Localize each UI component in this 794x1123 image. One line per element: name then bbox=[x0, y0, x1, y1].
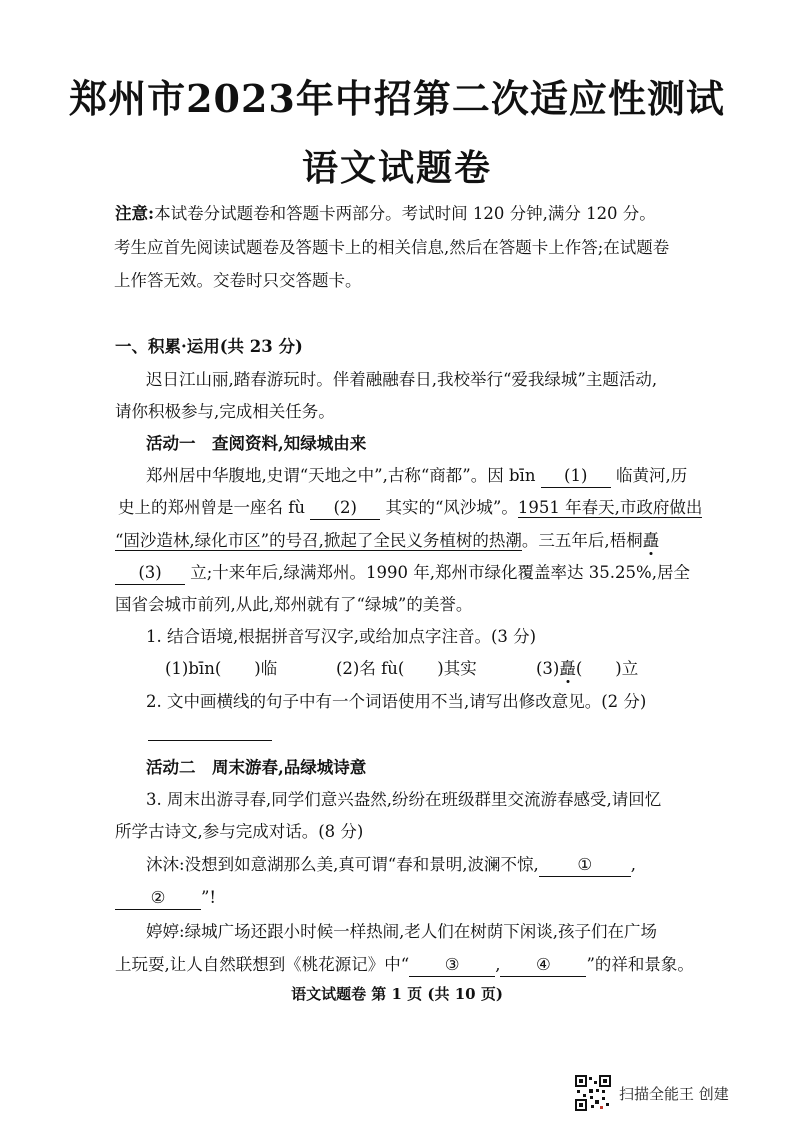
a2-text: 史上的郑州曾是一座名 fù bbox=[118, 498, 305, 517]
question-2: 2. 文中画横线的句子中有一个词语使用不当,请写出修改意见。(2 分) bbox=[146, 692, 647, 711]
activity1-para-line-5: 国省会城市前列,从此,郑州就有了“绿城”的美誉。 bbox=[115, 595, 473, 614]
blank-q3-4: ④ bbox=[500, 954, 586, 977]
speaker-tingting: 婷婷: bbox=[146, 922, 185, 941]
q1-item-2: (2)名 fù( )其实 bbox=[336, 659, 477, 678]
activity1-para-line-3 bbox=[115, 530, 659, 552]
q2-answer-line bbox=[148, 739, 272, 741]
dotted-char: 矗 bbox=[642, 531, 660, 550]
a4-text: 立;十来年后,绿满郑州。1990 年,郑州市绿化覆盖率达 35.25%,居全 bbox=[190, 563, 690, 582]
question-3-line-1: 3. 周末出游寻春,同学们意兴盎然,纷纷在班级群里交流游春感受,请回忆 bbox=[146, 790, 662, 809]
notice-line-3: 上作答无效。交卷时只交答题卡。 bbox=[114, 271, 362, 290]
activity1-heading: 活动一 查阅资料,知绿城由来 bbox=[146, 434, 367, 453]
tingting-comma: , bbox=[495, 955, 501, 974]
section1-intro-2: 请你积极参与,完成相关任务。 bbox=[115, 402, 335, 421]
exam-subtitle: 语文试题卷 bbox=[301, 147, 492, 189]
q1-item-3-num: (3) bbox=[536, 659, 560, 678]
blank-1: (1) bbox=[541, 465, 611, 488]
activity1-para-line-1 bbox=[146, 465, 687, 488]
qr-code-icon bbox=[575, 1075, 611, 1111]
blank-2: (2) bbox=[310, 497, 380, 520]
dialogue-tingting-cont bbox=[115, 954, 694, 977]
dialogue-tingting bbox=[146, 921, 657, 943]
a1-text: 郑州居中华腹地,史谓“天地之中”,古称“商都”。因 bīn bbox=[146, 466, 536, 485]
activity1-para-line-2 bbox=[118, 497, 702, 520]
mumu-close: ”! bbox=[201, 888, 217, 907]
tingting-text-3: ”的祥和景象。 bbox=[586, 955, 694, 974]
notice-line-1 bbox=[115, 203, 656, 225]
section1-intro-1: 迟日江山丽,踏春游玩时。伴着融融春日,我校举行“爱我绿城”主题活动, bbox=[146, 370, 658, 389]
question-1: 1. 结合语境,根据拼音写汉字,或给加点字注音。(3 分) bbox=[146, 627, 537, 646]
a1-text-b: 临黄河,历 bbox=[615, 466, 688, 485]
blank-q3-2: ② bbox=[115, 887, 201, 910]
q1-item-1: (1)bīn( )临 bbox=[165, 659, 278, 678]
underlined-sentence-part-2: “固沙造林,绿化市区”的号召,掀起了全民义务植树的热潮 bbox=[115, 531, 522, 550]
notice-text-1: 本试卷分试题卷和答题卡两部分。考试时间 120 分钟,满分 120 分。 bbox=[154, 204, 656, 223]
dialogue-mumu bbox=[146, 854, 636, 877]
blank-q3-3: ③ bbox=[409, 954, 495, 977]
mumu-text: 没想到如意湖那么美,真可谓“春和景明,波澜不惊, bbox=[184, 855, 539, 874]
underlined-sentence-part-1: 1951 年春天,市政府做出 bbox=[517, 498, 703, 517]
q1-dotted-char: 矗 bbox=[559, 659, 576, 678]
scanner-label: 扫描全能王 创建 bbox=[619, 1084, 729, 1103]
q1-item-3 bbox=[536, 658, 638, 680]
tingting-text: 绿城广场还跟小时候一样热闹,老人们在树荫下闲谈,孩子们在广场 bbox=[184, 922, 658, 941]
section1-heading: 一、积累·运用(共 23 分) bbox=[115, 337, 303, 356]
notice-line-2: 考生应首先阅读试题卷及答题卡上的相关信息,然后在答题卡上作答;在试题卷 bbox=[114, 238, 670, 257]
scanner-watermark bbox=[575, 1075, 729, 1111]
mumu-comma: , bbox=[630, 855, 636, 874]
exam-title: 郑州市2023年中招第二次适应性测试 bbox=[69, 76, 725, 121]
notice-label: 注意: bbox=[115, 204, 155, 223]
a3-text-b: 。三五年后,梧桐 bbox=[521, 531, 643, 550]
q1-item-3-rest: ( )立 bbox=[575, 659, 639, 678]
dialogue-mumu-cont bbox=[115, 887, 216, 910]
a2-text-b: 其实的“风沙城”。 bbox=[385, 498, 518, 517]
speaker-mumu: 沐沐: bbox=[146, 855, 185, 874]
page-footer: 语文试题卷 第 1 页 (共 10 页) bbox=[291, 985, 503, 1003]
activity1-para-line-4 bbox=[115, 562, 690, 585]
tingting-text-2: 上玩耍,让人自然联想到《桃花源记》中“ bbox=[115, 955, 410, 974]
blank-3: (3) bbox=[115, 562, 185, 585]
blank-q3-1: ① bbox=[539, 854, 631, 877]
activity2-heading: 活动二 周末游春,品绿城诗意 bbox=[146, 758, 367, 777]
question-3-line-2: 所学古诗文,参与完成对话。(8 分) bbox=[115, 822, 364, 841]
